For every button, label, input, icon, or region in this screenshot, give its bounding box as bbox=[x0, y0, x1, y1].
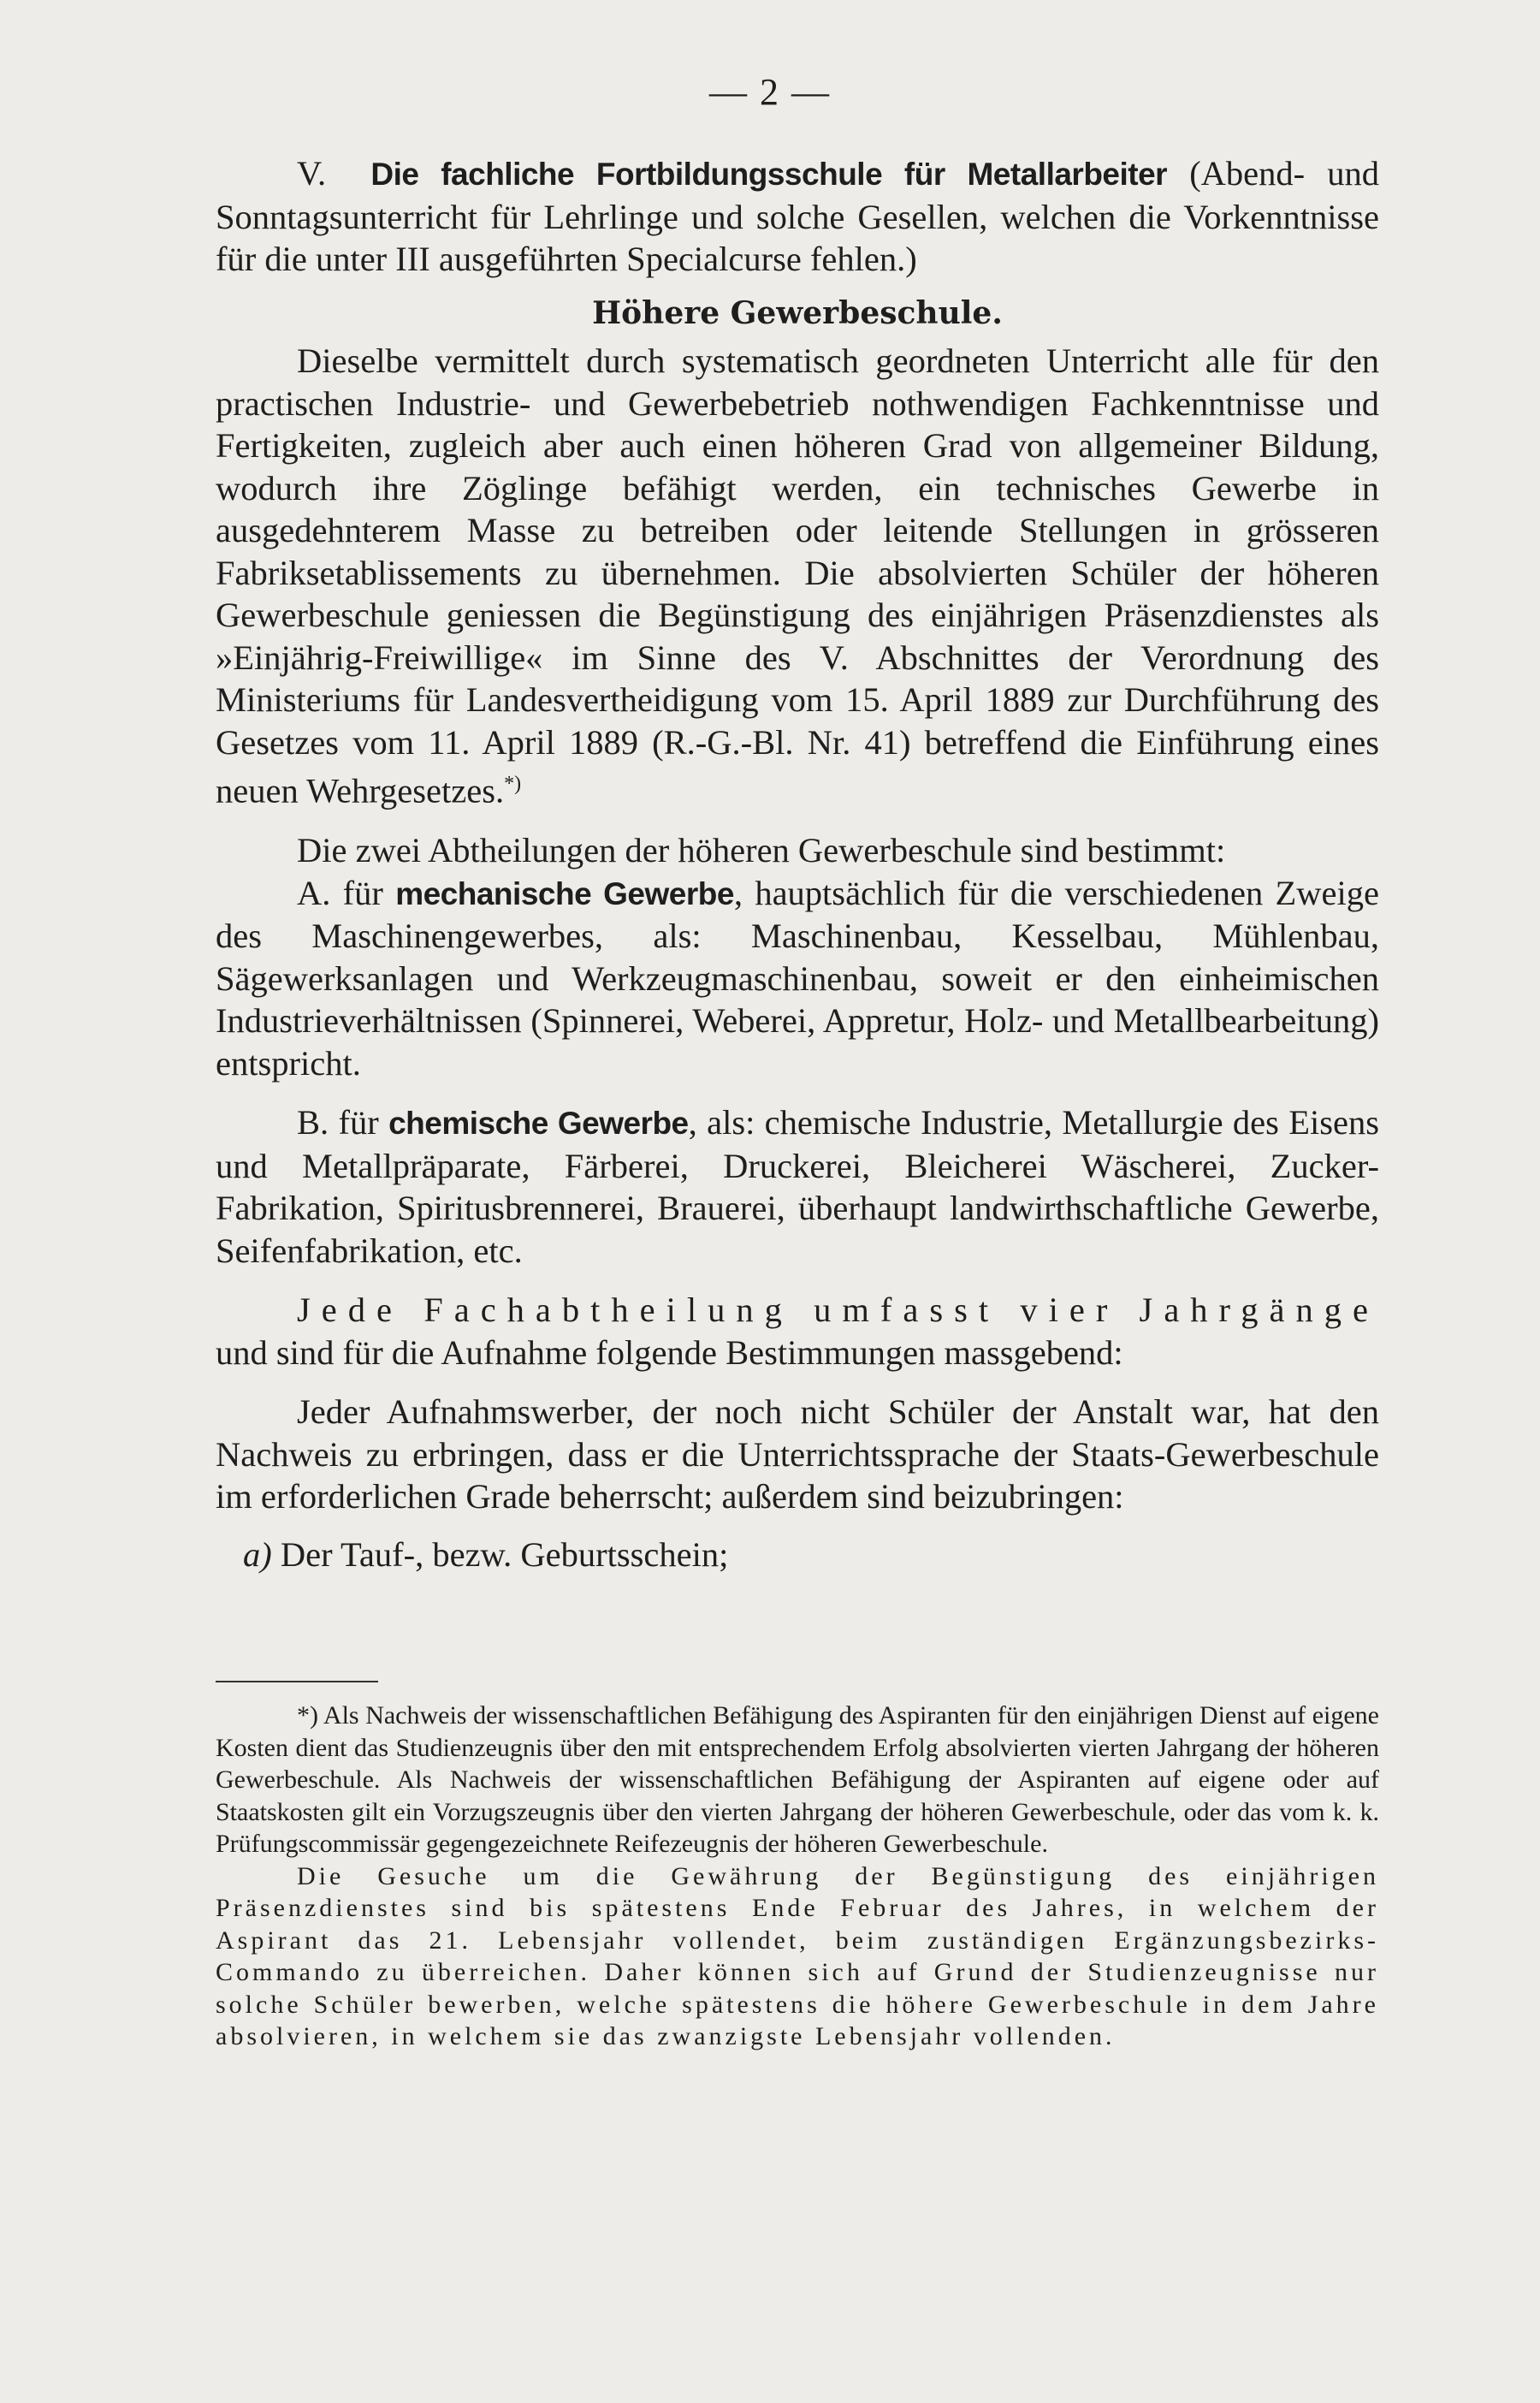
paragraph-intro bbox=[216, 340, 1379, 812]
section-v-paragraph bbox=[216, 152, 1379, 281]
footnote-paragraph-1: *) Als Nachweis der wissenschaftlichen Befähigung des Aspiranten für den einjährigen Dienst auf eigene Kosten dient das Studienzeugnis über den mit entsprechendem Erfolg absolvierten vierten Jahrgang der höheren Gewerbeschule. Als Nachweis der wissenschaftlichen Befähigung der Aspiranten auf eigene oder auf Staatskosten gilt ein Vorzugszeugnis über den vierten Jahrgang der höheren Gewerbeschule, oder das vom k. k. Prüfungscommissär gegengezeichnete Reifezeugnis der höheren Gewerbeschule. bbox=[216, 1701, 1379, 1858]
footnote-marker: *) bbox=[504, 773, 522, 795]
main-text bbox=[216, 152, 1379, 1575]
paragraph-department-b bbox=[216, 1101, 1379, 1272]
list-item-a bbox=[216, 1534, 1379, 1576]
list-item-a-label: a) bbox=[243, 1534, 272, 1574]
paragraph-intro-text: Dieselbe vermittelt durch systematisch geordneten Unterricht alle für den practischen Industrie- und Gewerbebetrieb nothwendigen Fachkenntnisse und Fertigkeiten, zugleich aber auch einen höheren Grad von allgemeiner Bildung, wodurch ihre Zöglinge befähigt werden, ein technisches Gewerbe in ausgedehnterem Masse zu betreiben oder leitende Stellungen in grösseren Fabriksetablissements zu übernehmen. Die absolvierten Schüler der höheren Gewerbeschule geniessen die Begünstigung des einjährigen Präsenzdienstes als »Einjährig-Freiwillige« im Sinne des V. Abschnittes der Verordnung des Ministeriums für Landesvertheidigung vom 15. April 1889 zur Durchführung des Gesetzes vom 11. April 1889 (R.-G.-Bl. Nr. 41) betreffend die Einführung eines neuen Wehrgesetzes. bbox=[216, 341, 1379, 810]
footnote bbox=[216, 1700, 1379, 2053]
section-v-title: Die fachliche Fortbildungsschule für Metallarbeiter bbox=[370, 157, 1168, 192]
paragraph-jahrgaenge bbox=[216, 1289, 1379, 1374]
department-b-title: chemische Gewerbe bbox=[388, 1106, 689, 1141]
footnote-divider bbox=[216, 1681, 378, 1682]
paragraph-departments: Die zwei Abtheilungen der höheren Gewerbeschule sind bestimmt: bbox=[297, 831, 1226, 869]
page-number: — 2 — bbox=[709, 71, 831, 113]
section-v-description: (Abend- und Sonntagsunterricht für Lehrlinge und solche Gesellen, welchen die Vorkenntnisse für die unter III ausgeführten Specialcurse fehlen.) bbox=[216, 154, 1380, 278]
jahrgaenge-text: und sind für die Aufnahme folgende Bestimmungen massgebend: bbox=[216, 1332, 1123, 1372]
paragraph-department-a bbox=[216, 872, 1379, 1085]
department-a-text: , hauptsächlich für die verschiedenen Zweige des Maschinengewerbes, als: Maschinenbau, Kesselbau, Mühlenbau, Sägewerksanlagen und Werkzeugmaschinenbau, soweit er den einheimischen Industrieverhältnissen (Spinnerei, Weberei, Appretur, Holz- und Metallbearbeitung) entspricht. bbox=[216, 873, 1379, 1083]
department-b-prefix: B. für bbox=[297, 1103, 389, 1142]
footnote-paragraph-2: Die Gesuche um die Gewährung der Begünstigung des einjährigen Präsenzdienstes sind bis spätestens Ende Februar des Jahres, in welchem der Aspirant das 21. Lebensjahr vollendet, beim zuständigen Ergänzungsbezirks-Commando zu überreichen. Daher können sich auf Grund der Studienzeugnisse nur solche Schüler bewerben, welche spätestens die höhere Gewerbeschule in dem Jahre absolvieren, in welchem sie das zwanzigste Lebensjahr vollenden. bbox=[216, 1861, 1379, 2050]
section-v-label: V. bbox=[297, 154, 327, 193]
list-item-a-text: Der Tauf-, bezw. Geburtsschein; bbox=[271, 1534, 729, 1574]
paragraph-aufnahme: Jeder Aufnahmswerber, der noch nicht Schüler der Anstalt war, hat den Nachweis zu erbringen, dass er die Unterrichtssprache der Staats-Gewerbeschule im erforderlichen Grade beherrscht; außerdem sind beizubringen: bbox=[216, 1392, 1379, 1516]
department-a-title: mechanische Gewerbe bbox=[395, 875, 734, 911]
department-a-prefix: A. für bbox=[297, 873, 396, 912]
department-b-text: , als: chemische Industrie, Metallurgie des Eisens und Metallpräparate, Färberei, Druckerei, Bleicherei Wäscherei, Zucker-Fabrikation, Spiritusbrennerei, Brauerei, überhaupt landwirthschaftliche Gewerbe, Seifenfabrikation, etc. bbox=[216, 1103, 1379, 1270]
section-heading: Höhere Gewerbeschule. bbox=[592, 294, 1003, 331]
jahrgaenge-spaced-text: Jede Fachabtheilung umfasst vier Jahrgänge bbox=[297, 1290, 1379, 1329]
